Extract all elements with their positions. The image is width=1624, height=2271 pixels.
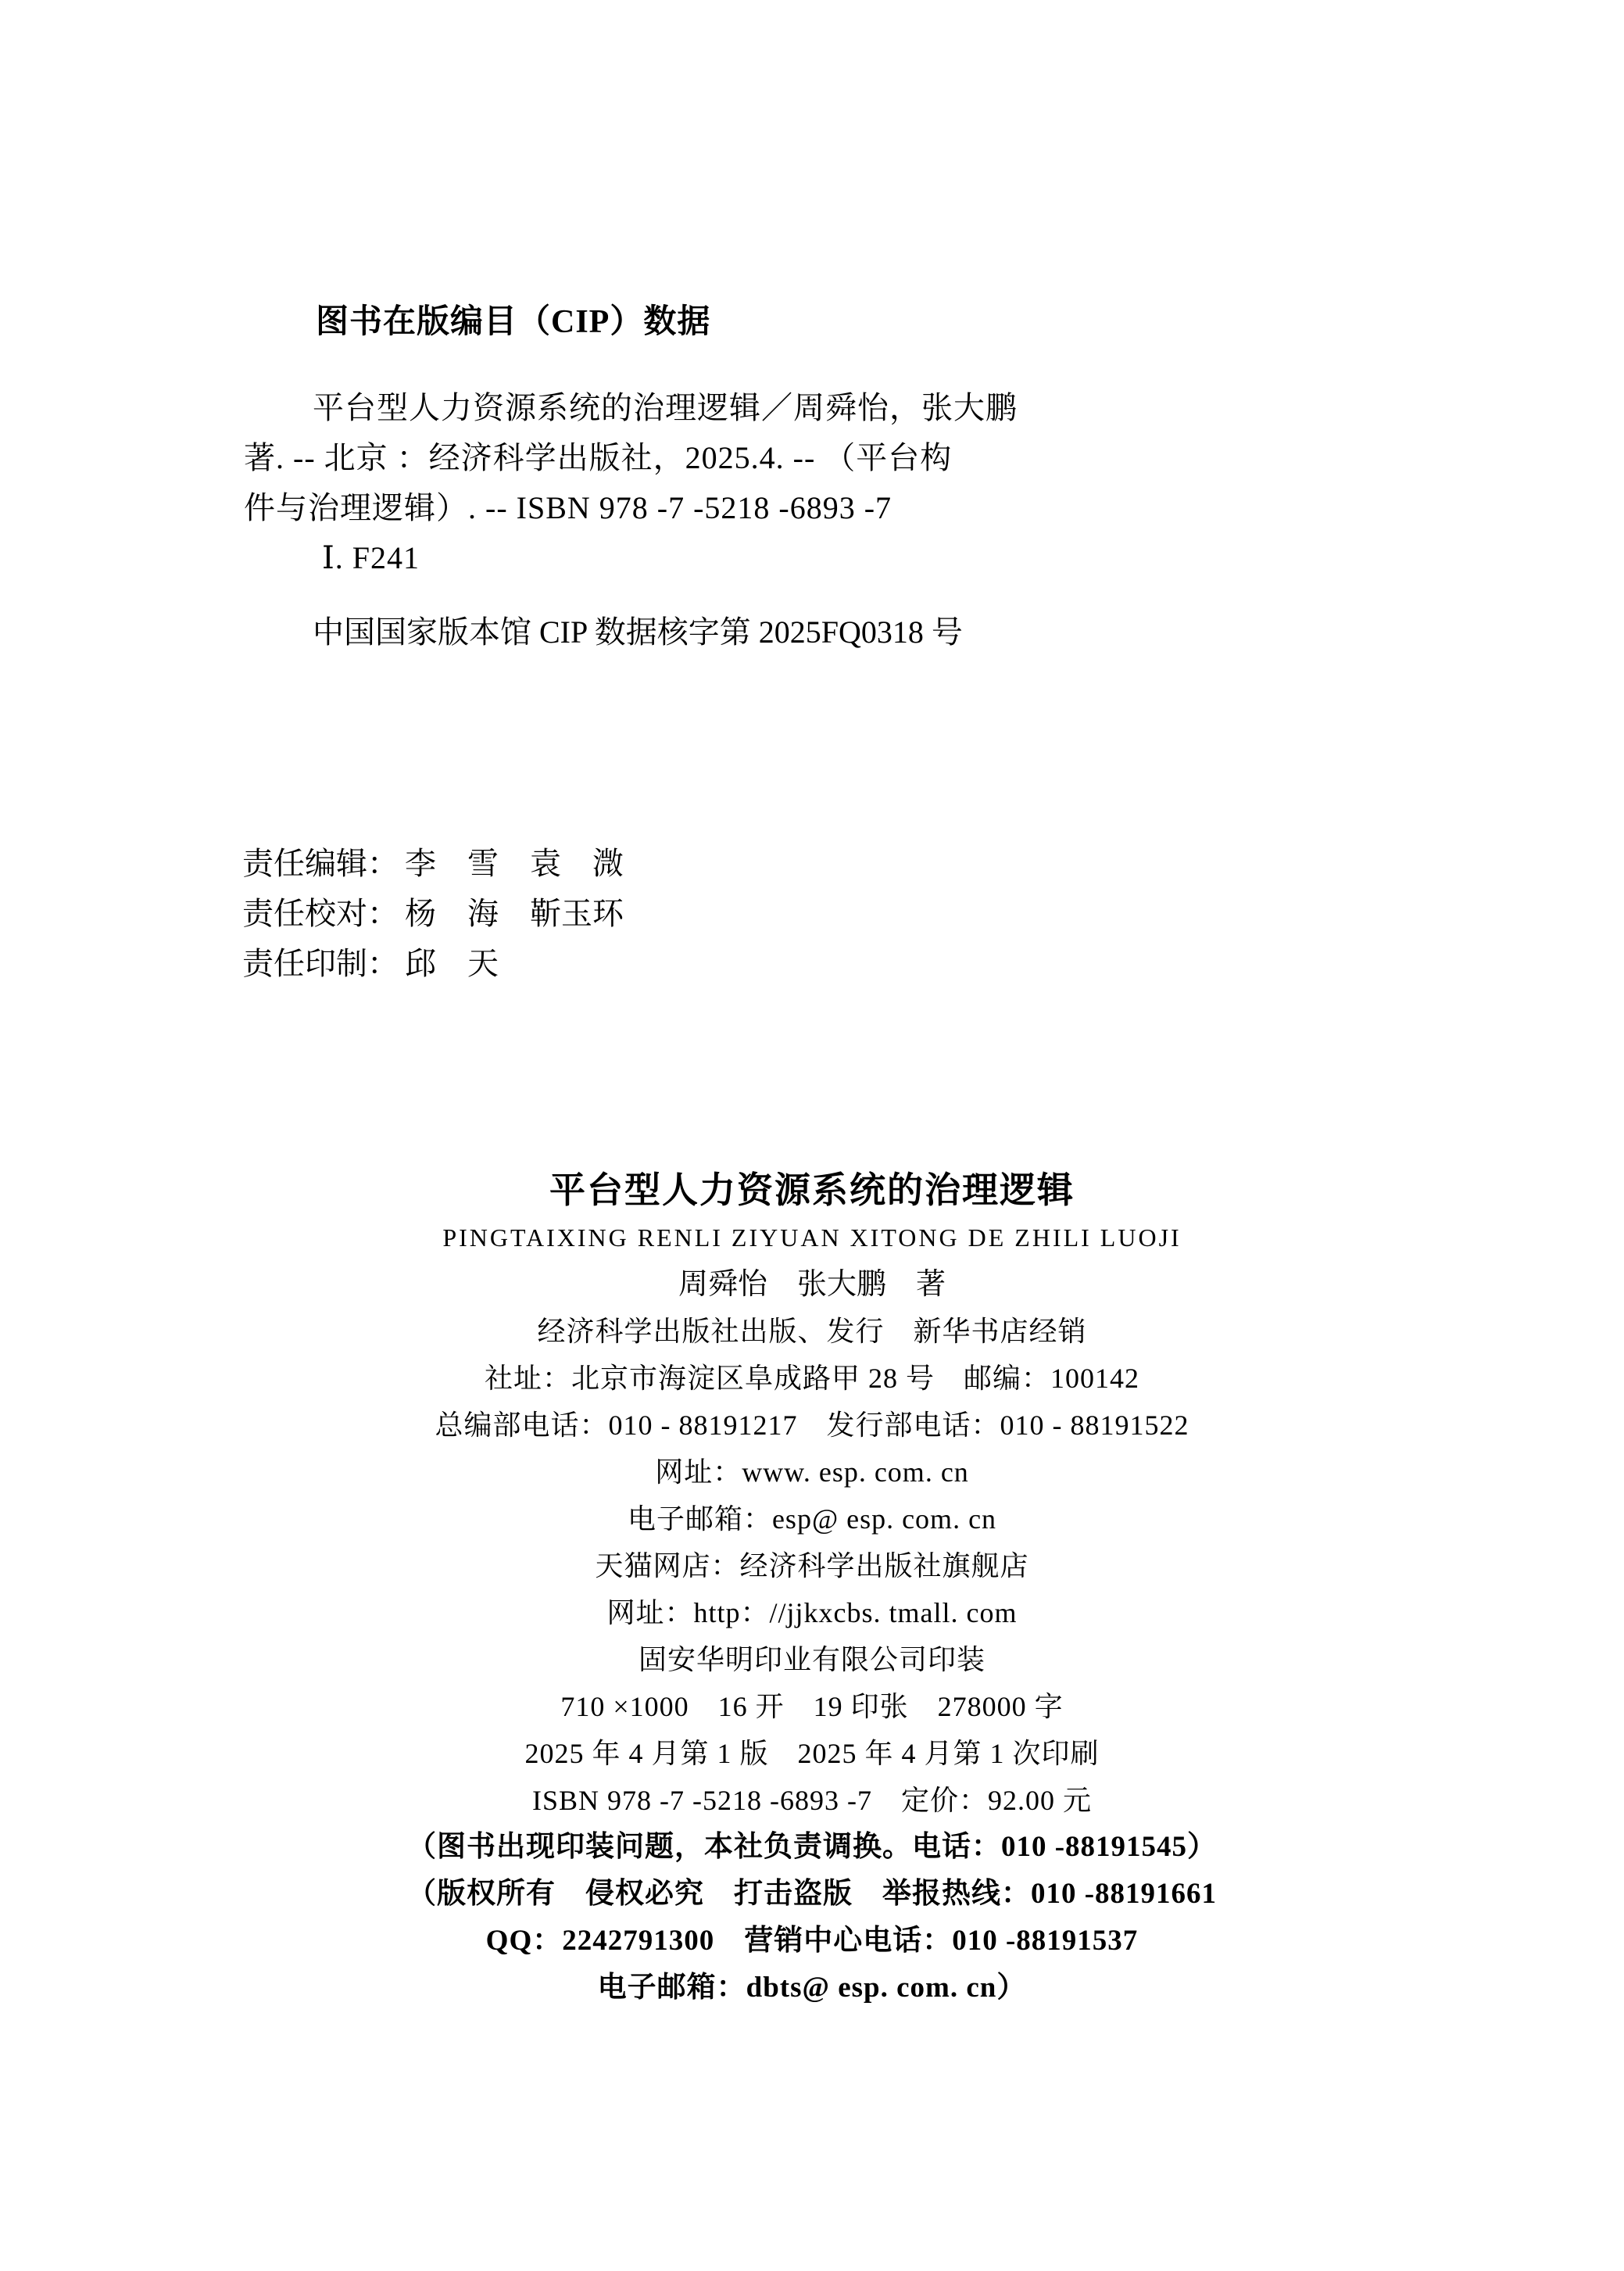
- staff-label: 责任校对：: [242, 896, 399, 931]
- edition-line: 2025 年 4 月第 1 版 2025 年 4 月第 1 次印刷: [524, 1738, 1100, 1769]
- cip-line-classification: Ⅰ. F241: [322, 540, 420, 575]
- staff-names: 杨 海 靳玉环: [405, 896, 624, 931]
- staff-credits-block: [242, 839, 624, 989]
- website-line: 网址：www. esp. com. cn: [655, 1456, 969, 1488]
- address-line: 社址：北京市海淀区阜成路甲 28 号 邮编：100142: [484, 1363, 1139, 1394]
- staff-names: 邱 天: [405, 946, 499, 981]
- format-line: 710 ×1000 16 开 19 印张 278000 字: [560, 1691, 1064, 1722]
- printer-line: 固安华明印业有限公司印装: [638, 1644, 985, 1675]
- staff-label: 责任印制：: [242, 946, 399, 981]
- cip-line-publisher: 著. -- 北京 ：经济科学出版社，2025.4. -- （平台构: [244, 440, 953, 475]
- cip-line-title-authors: 平台型人力资源系统的治理逻辑／周舜怡，张大鹏: [313, 390, 1018, 425]
- tmall-url-line: 网址：http：//jjkxcbs. tmall. com: [606, 1597, 1018, 1628]
- isbn-price-line: ISBN 978 -7 -5218 -6893 -7 定价：92.00 元: [532, 1785, 1092, 1816]
- binding-problem-notice: （图书出现印装问题，本社负责调换。电话：010 -88191545）: [406, 1831, 1218, 1863]
- staff-row-proofreader: [242, 889, 624, 939]
- phone-line: 总编部电话：010 - 88191217 发行部电话：010 - 88191522: [435, 1410, 1189, 1441]
- cip-data-block: [244, 303, 1338, 657]
- book-title-pinyin: PINGTAIXING RENLI ZIYUAN XITONG DE ZHILI LUOJI: [442, 1223, 1182, 1252]
- report-email-line: 电子邮箱：dbts@ esp. com. cn）: [597, 1972, 1027, 2004]
- email-line: 电子邮箱：esp@ esp. com. cn: [627, 1503, 997, 1535]
- cip-record-number: 中国国家版本馆 CIP 数据核字第 2025FQ0318 号: [313, 614, 963, 650]
- staff-row-editor: [242, 839, 624, 889]
- qq-marketing-line: QQ：2242791300 营销中心电话：010 -88191537: [485, 1925, 1139, 1957]
- colophon-block: [0, 1167, 1624, 2011]
- publisher-line: 经济科学出版社出版、发行 新华书店经销: [537, 1316, 1087, 1347]
- cip-line-isbn: 件与治理逻辑）. -- ISBN 978 -7 -5218 -6893 -7: [244, 490, 892, 525]
- tmall-store-line: 天猫网店：经济科学出版社旗舰店: [595, 1550, 1029, 1581]
- staff-row-printing: [242, 939, 624, 989]
- cip-heading: 图书在版编目（CIP）数据: [316, 304, 711, 340]
- book-authors: 周舜怡 张大鹏 著: [678, 1268, 946, 1301]
- staff-names: 李 雪 袁 溦: [405, 846, 624, 881]
- book-title: 平台型人力资源系统的治理逻辑: [549, 1170, 1075, 1210]
- staff-label: 责任编辑：: [242, 846, 399, 881]
- copyright-notice: （版权所有 侵权必究 打击盗版 举报热线：010 -88191661: [406, 1878, 1218, 1910]
